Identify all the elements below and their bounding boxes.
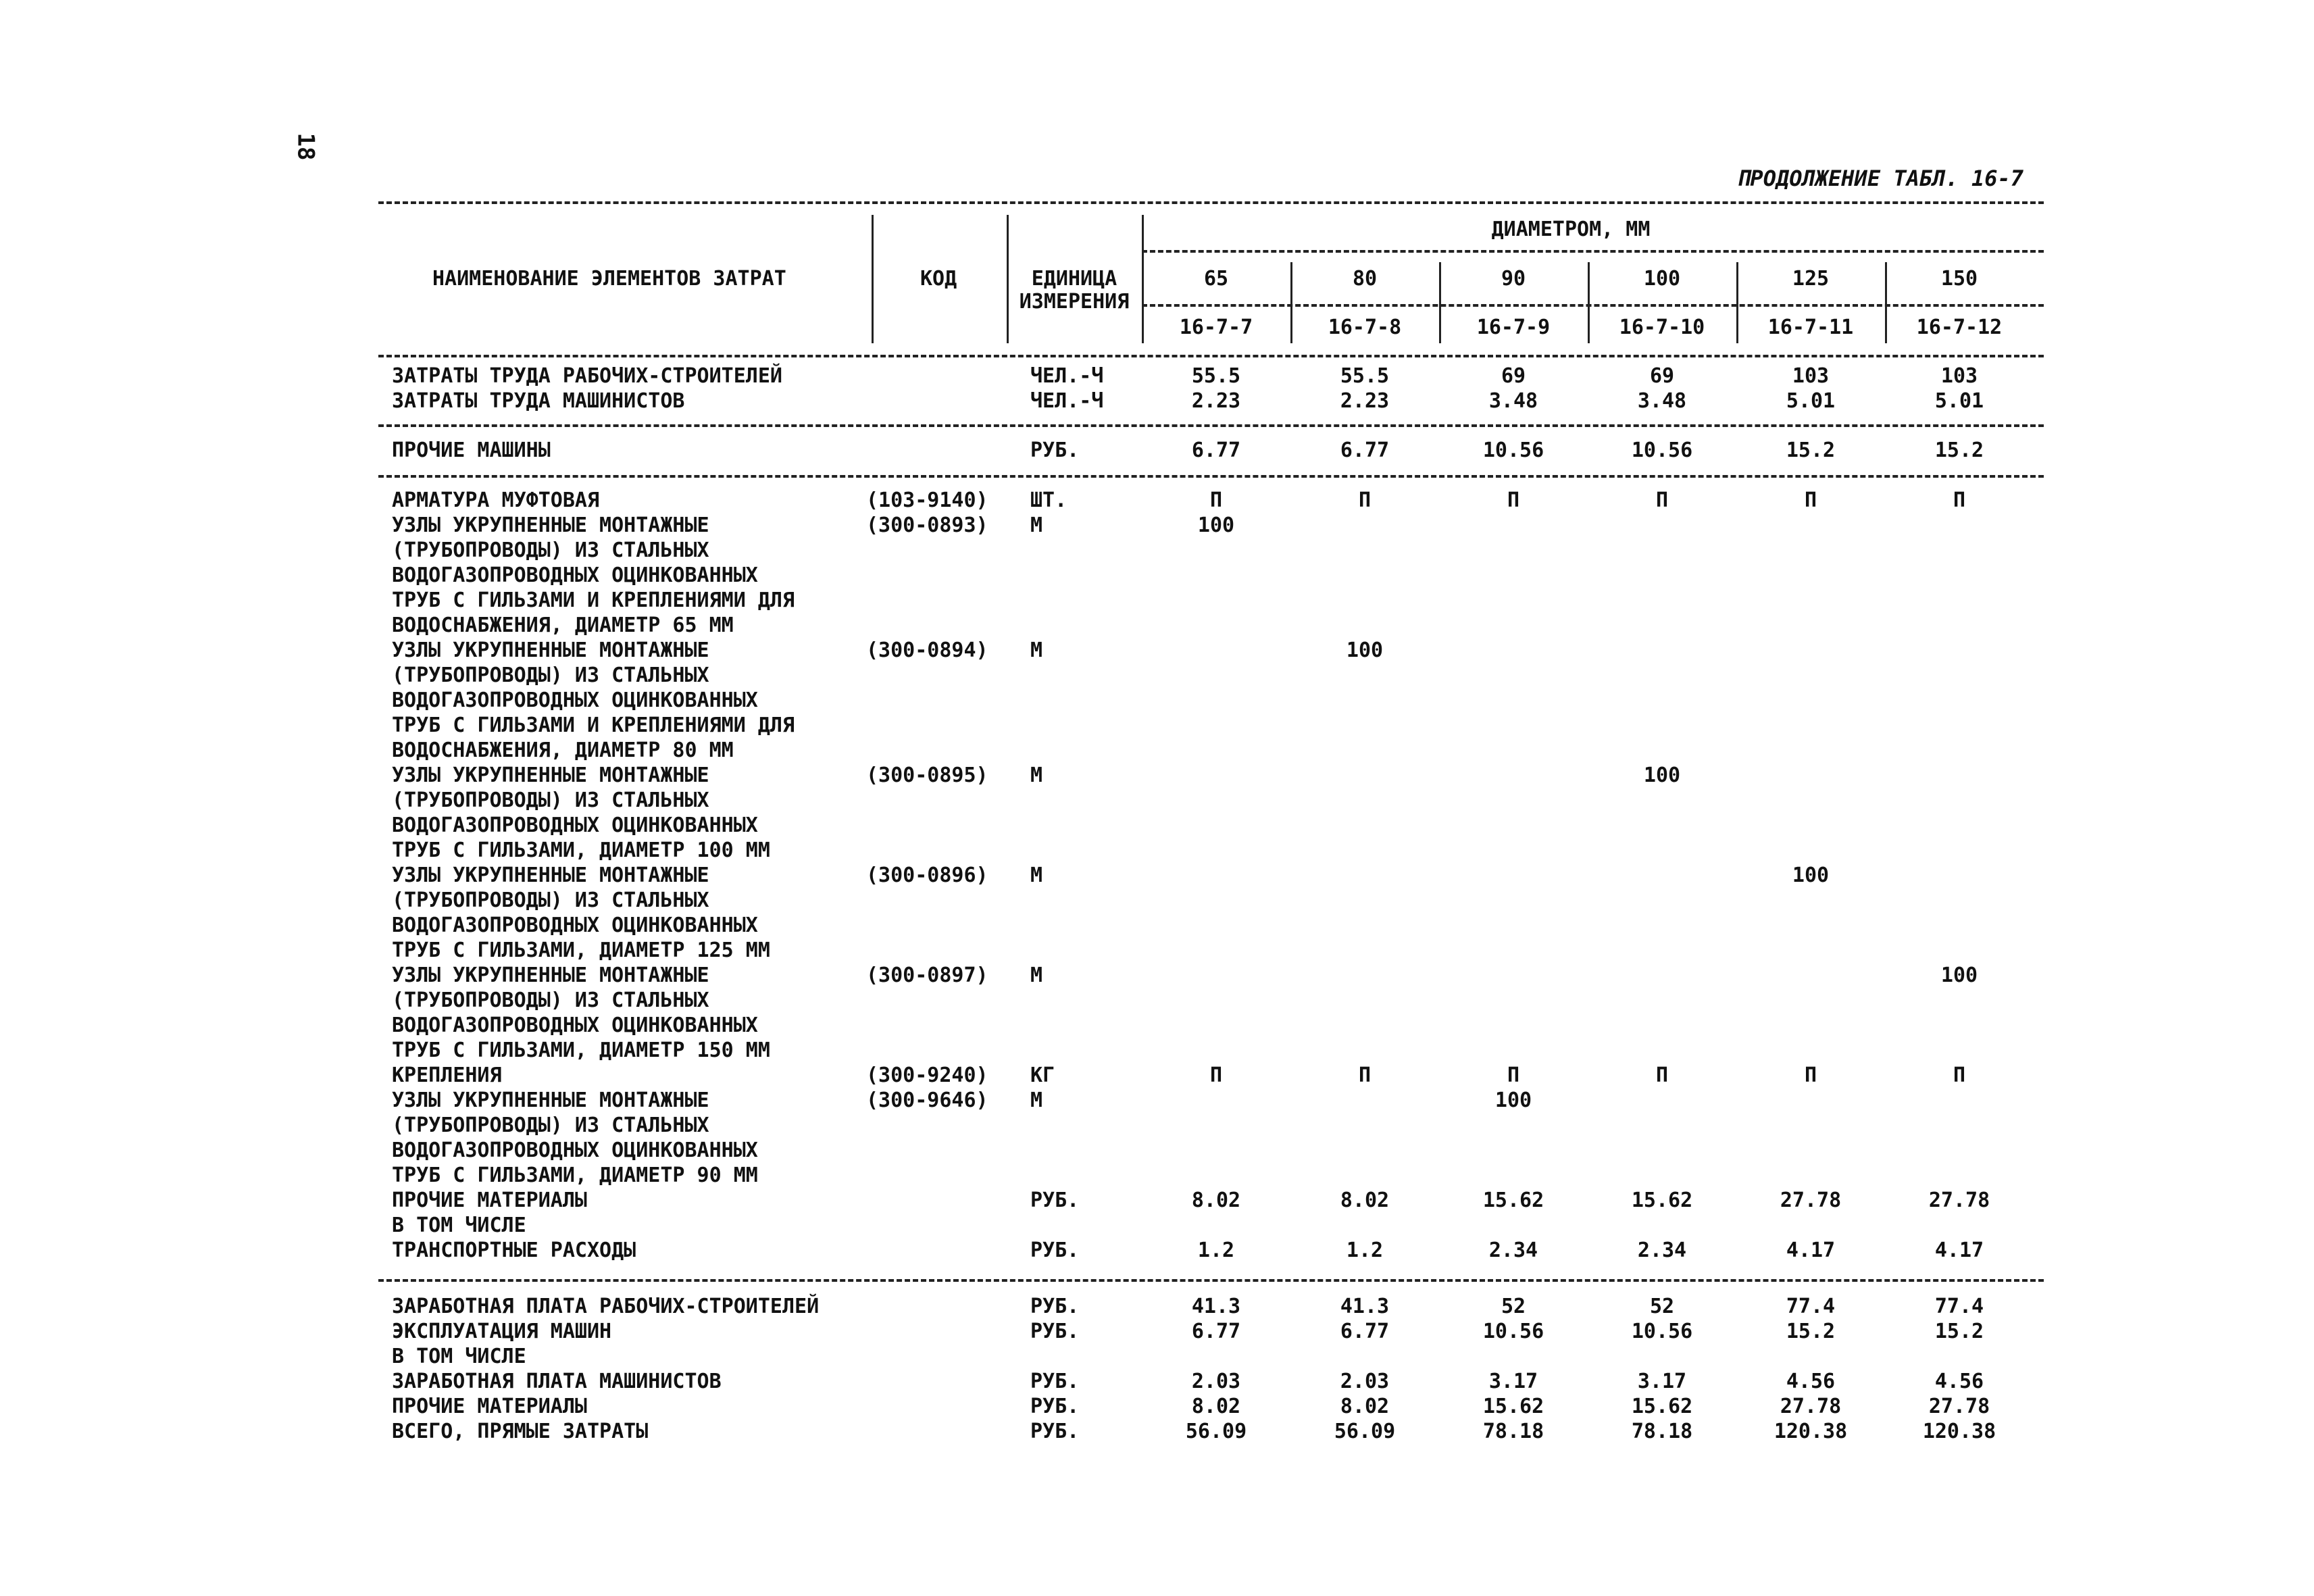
- row-name: ТРУБ С ГИЛЬЗАМИ И КРЕПЛЕНИЯМИ ДЛЯ: [392, 589, 795, 612]
- header-bottom-rule: [378, 355, 2044, 357]
- row-value: 2.23: [1191, 389, 1241, 413]
- table-row: [0, 1163, 2314, 1188]
- codes-rule: [1142, 304, 2044, 307]
- row-name: ВОДОСНАБЖЕНИЯ, ДИАМЕТР 65 ММ: [392, 614, 734, 637]
- row-name: (ТРУБОПРОВОДЫ) ИЗ СТАЛЬНЫХ: [392, 989, 709, 1012]
- row-value: П: [1655, 489, 1669, 512]
- header-divider: [1588, 262, 1590, 343]
- row-value: 15.2: [1786, 439, 1836, 462]
- row-value: П: [1358, 1064, 1372, 1087]
- row-value: 2.23: [1340, 389, 1390, 413]
- table-row: [0, 1344, 2314, 1369]
- code-16-7-12: 16-7-12: [1916, 316, 2003, 339]
- header-diameter: ДИАМЕТРОМ, ММ: [1491, 218, 1651, 241]
- row-value: 100: [1346, 639, 1384, 662]
- row-value: 78.18: [1631, 1420, 1693, 1443]
- row-unit: М: [1030, 1089, 1043, 1112]
- row-unit: РУБ.: [1030, 1395, 1080, 1418]
- row-value: 56.09: [1185, 1420, 1247, 1443]
- row-value: П: [1655, 1064, 1669, 1087]
- table-row: [0, 988, 2314, 1013]
- row-value: 5.01: [1934, 389, 1984, 413]
- diameter-125: 125: [1792, 267, 1830, 291]
- header-divider: [1439, 262, 1441, 343]
- row-value: 8.02: [1191, 1189, 1241, 1212]
- row-unit: М: [1030, 864, 1043, 887]
- row-value: П: [1953, 489, 1966, 512]
- row-value: 27.78: [1780, 1189, 1842, 1212]
- table-row: [0, 1063, 2314, 1088]
- row-value: 3.17: [1637, 1370, 1687, 1393]
- row-value: 8.02: [1340, 1189, 1390, 1212]
- row-value: 52: [1649, 1295, 1675, 1318]
- table-row: [0, 588, 2314, 613]
- row-code: (300-0896): [866, 864, 988, 887]
- row-value: 2.34: [1488, 1239, 1538, 1262]
- table-caption: ПРОДОЛЖЕНИЕ ТАБЛ. 16-7: [1737, 166, 2023, 191]
- code-16-7-7: 16-7-7: [1179, 316, 1253, 339]
- header-code: КОД: [920, 267, 957, 291]
- row-unit: РУБ.: [1030, 1189, 1080, 1212]
- row-value: 4.56: [1786, 1370, 1836, 1393]
- code-16-7-8: 16-7-8: [1328, 316, 1402, 339]
- row-name: ПРОЧИЕ МАТЕРИАЛЫ: [392, 1189, 587, 1212]
- row-value: 2.03: [1340, 1370, 1390, 1393]
- row-unit: ЧЕЛ.-Ч: [1030, 389, 1104, 413]
- row-value: 55.5: [1191, 364, 1241, 388]
- row-value: 10.56: [1482, 439, 1544, 462]
- table-row: [0, 1113, 2314, 1138]
- code-16-7-11: 16-7-11: [1767, 316, 1854, 339]
- row-unit: РУБ.: [1030, 1295, 1080, 1318]
- row-name: ЭКСПЛУАТАЦИЯ МАШИН: [392, 1320, 612, 1343]
- table-row: [0, 613, 2314, 638]
- row-code: (300-0894): [866, 639, 988, 662]
- row-value: 120.38: [1774, 1420, 1848, 1443]
- section-rule: [378, 1279, 2044, 1282]
- code-16-7-9: 16-7-9: [1476, 316, 1551, 339]
- table-row: [0, 488, 2314, 513]
- row-unit: РУБ.: [1030, 1370, 1080, 1393]
- row-name: (ТРУБОПРОВОДЫ) ИЗ СТАЛЬНЫХ: [392, 1114, 709, 1137]
- table-row: [0, 1013, 2314, 1038]
- table-row: [0, 1188, 2314, 1213]
- row-value: 100: [1792, 864, 1830, 887]
- row-unit: РУБ.: [1030, 1420, 1080, 1443]
- row-name: ВОДОГАЗОПРОВОДНЫХ ОЦИНКОВАННЫХ: [392, 1139, 758, 1162]
- row-value: П: [1507, 1064, 1520, 1087]
- row-name: КРЕПЛЕНИЯ: [392, 1064, 502, 1087]
- row-unit: РУБ.: [1030, 439, 1080, 462]
- row-unit: КГ: [1030, 1064, 1055, 1087]
- row-name: (ТРУБОПРОВОДЫ) ИЗ СТАЛЬНЫХ: [392, 789, 709, 812]
- row-name: ВСЕГО, ПРЯМЫЕ ЗАТРАТЫ: [392, 1420, 649, 1443]
- row-name: ВОДОГАЗОПРОВОДНЫХ ОЦИНКОВАННЫХ: [392, 814, 758, 837]
- row-name: (ТРУБОПРОВОДЫ) ИЗ СТАЛЬНЫХ: [392, 664, 709, 687]
- row-value: 77.4: [1934, 1295, 1984, 1318]
- row-value: 69: [1501, 364, 1526, 388]
- row-value: 6.77: [1191, 1320, 1241, 1343]
- diameter-100: 100: [1643, 267, 1681, 291]
- row-value: 100: [1197, 514, 1235, 537]
- row-value: 15.62: [1482, 1395, 1544, 1418]
- row-name: УЗЛЫ УКРУПНЕННЫЕ МОНТАЖНЫЕ: [392, 764, 709, 787]
- table-row: [0, 813, 2314, 838]
- section-rule: [378, 424, 2044, 427]
- row-code: (300-0897): [866, 964, 988, 987]
- row-name: АРМАТУРА МУФТОВАЯ: [392, 489, 600, 512]
- row-value: 4.17: [1934, 1239, 1984, 1262]
- row-name: (ТРУБОПРОВОДЫ) ИЗ СТАЛЬНЫХ: [392, 539, 709, 562]
- row-value: 10.56: [1482, 1320, 1544, 1343]
- row-value: 2.03: [1191, 1370, 1241, 1393]
- row-unit: ШТ.: [1030, 489, 1067, 512]
- table-row: [0, 1419, 2314, 1444]
- row-name: ПРОЧИЕ МАШИНЫ: [392, 439, 551, 462]
- row-name: ВОДОГАЗОПРОВОДНЫХ ОЦИНКОВАННЫХ: [392, 689, 758, 712]
- row-value: 15.62: [1631, 1189, 1693, 1212]
- row-name: УЗЛЫ УКРУПНЕННЫЕ МОНТАЖНЫЕ: [392, 514, 709, 537]
- header-divider: [872, 215, 874, 343]
- row-value: 15.2: [1786, 1320, 1836, 1343]
- row-value: 6.77: [1340, 439, 1390, 462]
- row-name: УЗЛЫ УКРУПНЕННЫЕ МОНТАЖНЫЕ: [392, 864, 709, 887]
- row-value: П: [1804, 1064, 1817, 1087]
- table-row: [0, 738, 2314, 763]
- row-name: ТРУБ С ГИЛЬЗАМИ, ДИАМЕТР 90 ММ: [392, 1164, 758, 1187]
- row-value: 6.77: [1191, 439, 1241, 462]
- row-value: 27.78: [1780, 1395, 1842, 1418]
- page-number: 18: [292, 132, 320, 161]
- row-unit: РУБ.: [1030, 1320, 1080, 1343]
- table-row: [0, 513, 2314, 538]
- header-unit-line1: ЕДИНИЦА: [1031, 267, 1117, 291]
- code-16-7-10: 16-7-10: [1619, 316, 1705, 339]
- section-rule: [378, 475, 2044, 478]
- header-divider: [1290, 262, 1292, 343]
- table-row: [0, 1238, 2314, 1263]
- row-value: П: [1507, 489, 1520, 512]
- table-row: [0, 563, 2314, 588]
- row-name: В ТОМ ЧИСЛЕ: [392, 1345, 526, 1368]
- row-name: ВОДОГАЗОПРОВОДНЫХ ОЦИНКОВАННЫХ: [392, 564, 758, 587]
- table-row: [0, 788, 2314, 813]
- table-row: [0, 888, 2314, 913]
- row-code: (300-9646): [866, 1089, 988, 1112]
- table-row: [0, 1213, 2314, 1238]
- row-value: П: [1209, 489, 1223, 512]
- row-value: 41.3: [1191, 1295, 1241, 1318]
- header-divider: [1142, 215, 1144, 343]
- diameter-150: 150: [1940, 267, 1978, 291]
- row-value: 6.77: [1340, 1320, 1390, 1343]
- table-row: [0, 438, 2314, 463]
- row-name: ТРАНСПОРТНЫЕ РАСХОДЫ: [392, 1239, 636, 1262]
- row-name: ЗАТРАТЫ ТРУДА РАБОЧИХ-СТРОИТЕЛЕЙ: [392, 364, 782, 388]
- row-value: 1.2: [1346, 1239, 1384, 1262]
- table-row: [0, 1369, 2314, 1394]
- table-row: [0, 1038, 2314, 1063]
- row-value: 27.78: [1928, 1395, 1990, 1418]
- table-row: [0, 364, 2314, 389]
- row-name: ТРУБ С ГИЛЬЗАМИ, ДИАМЕТР 125 ММ: [392, 939, 770, 962]
- row-code: (103-9140): [866, 489, 988, 512]
- row-name: ВОДОГАЗОПРОВОДНЫХ ОЦИНКОВАННЫХ: [392, 1014, 758, 1037]
- row-unit: М: [1030, 764, 1043, 787]
- row-code: (300-0893): [866, 514, 988, 537]
- row-value: 100: [1643, 764, 1681, 787]
- row-code: (300-0895): [866, 764, 988, 787]
- diameter-80: 80: [1352, 267, 1378, 291]
- row-name: ЗАРАБОТНАЯ ПЛАТА МАШИНИСТОВ: [392, 1370, 722, 1393]
- table-row: [0, 389, 2314, 414]
- row-value: 1.2: [1197, 1239, 1235, 1262]
- row-unit: М: [1030, 514, 1043, 537]
- row-value: 100: [1494, 1089, 1532, 1112]
- row-value: 55.5: [1340, 364, 1390, 388]
- header-name: НАИМЕНОВАНИЕ ЭЛЕМЕНТОВ ЗАТРАТ: [432, 267, 786, 291]
- table-row: [0, 713, 2314, 738]
- table-row: [0, 763, 2314, 788]
- table-row: [0, 538, 2314, 563]
- row-unit: М: [1030, 639, 1043, 662]
- row-name: ЗАРАБОТНАЯ ПЛАТА РАБОЧИХ-СТРОИТЕЛЕЙ: [392, 1295, 820, 1318]
- row-value: П: [1953, 1064, 1966, 1087]
- row-value: 3.48: [1488, 389, 1538, 413]
- diameter-90: 90: [1501, 267, 1526, 291]
- row-value: 3.48: [1637, 389, 1687, 413]
- row-name: ПРОЧИЕ МАТЕРИАЛЫ: [392, 1395, 587, 1418]
- table-row: [0, 638, 2314, 663]
- row-value: 56.09: [1334, 1420, 1396, 1443]
- row-value: 10.56: [1631, 1320, 1693, 1343]
- row-value: 5.01: [1786, 389, 1836, 413]
- row-value: П: [1358, 489, 1372, 512]
- header-divider: [1736, 262, 1738, 343]
- row-value: 103: [1792, 364, 1830, 388]
- table-row: [0, 1088, 2314, 1113]
- row-name: УЗЛЫ УКРУПНЕННЫЕ МОНТАЖНЫЕ: [392, 1089, 709, 1112]
- row-value: 15.2: [1934, 439, 1984, 462]
- table-row: [0, 663, 2314, 688]
- row-value: 8.02: [1191, 1395, 1241, 1418]
- row-value: 103: [1940, 364, 1978, 388]
- row-name: ВОДОГАЗОПРОВОДНЫХ ОЦИНКОВАННЫХ: [392, 914, 758, 937]
- table-row: [0, 938, 2314, 963]
- row-value: 100: [1940, 964, 1978, 987]
- row-value: 69: [1649, 364, 1675, 388]
- row-value: 4.17: [1786, 1239, 1836, 1262]
- top-rule: [378, 201, 2044, 204]
- row-value: 52: [1501, 1295, 1526, 1318]
- row-name: УЗЛЫ УКРУПНЕННЫЕ МОНТАЖНЫЕ: [392, 639, 709, 662]
- table-row: [0, 913, 2314, 938]
- row-value: 41.3: [1340, 1295, 1390, 1318]
- diameter-65: 65: [1203, 267, 1229, 291]
- row-value: 10.56: [1631, 439, 1693, 462]
- row-unit: РУБ.: [1030, 1239, 1080, 1262]
- header-divider: [1885, 262, 1887, 343]
- row-name: ЗАТРАТЫ ТРУДА МАШИНИСТОВ: [392, 389, 685, 413]
- row-name: (ТРУБОПРОВОДЫ) ИЗ СТАЛЬНЫХ: [392, 889, 709, 912]
- row-value: 3.17: [1488, 1370, 1538, 1393]
- header-unit-line2: ИЗМЕРЕНИЯ: [1019, 290, 1130, 314]
- row-value: 8.02: [1340, 1395, 1390, 1418]
- row-value: 4.56: [1934, 1370, 1984, 1393]
- row-value: 77.4: [1786, 1295, 1836, 1318]
- row-name: УЗЛЫ УКРУПНЕННЫЕ МОНТАЖНЫЕ: [392, 964, 709, 987]
- row-value: 120.38: [1922, 1420, 1996, 1443]
- row-code: (300-9240): [866, 1064, 988, 1087]
- row-unit: ЧЕЛ.-Ч: [1030, 364, 1104, 388]
- row-name: ТРУБ С ГИЛЬЗАМИ, ДИАМЕТР 150 ММ: [392, 1039, 770, 1062]
- row-value: 27.78: [1928, 1189, 1990, 1212]
- row-name: ВОДОСНАБЖЕНИЯ, ДИАМЕТР 80 ММ: [392, 739, 734, 762]
- row-name: ТРУБ С ГИЛЬЗАМИ И КРЕПЛЕНИЯМИ ДЛЯ: [392, 714, 795, 737]
- table-row: [0, 1394, 2314, 1419]
- diameter-rule: [1142, 250, 2044, 253]
- table-row: [0, 838, 2314, 863]
- table-row: [0, 1294, 2314, 1319]
- row-value: 2.34: [1637, 1239, 1687, 1262]
- table-row: [0, 1138, 2314, 1163]
- row-name: В ТОМ ЧИСЛЕ: [392, 1214, 526, 1237]
- row-value: 15.62: [1631, 1395, 1693, 1418]
- table-row: [0, 688, 2314, 713]
- row-value: 15.2: [1934, 1320, 1984, 1343]
- row-value: П: [1209, 1064, 1223, 1087]
- header-divider: [1007, 215, 1009, 343]
- row-unit: М: [1030, 964, 1043, 987]
- table-row: [0, 863, 2314, 888]
- table-row: [0, 1319, 2314, 1344]
- row-value: 15.62: [1482, 1189, 1544, 1212]
- row-value: 78.18: [1482, 1420, 1544, 1443]
- table-row: [0, 963, 2314, 988]
- row-value: П: [1804, 489, 1817, 512]
- row-name: ТРУБ С ГИЛЬЗАМИ, ДИАМЕТР 100 ММ: [392, 839, 770, 862]
